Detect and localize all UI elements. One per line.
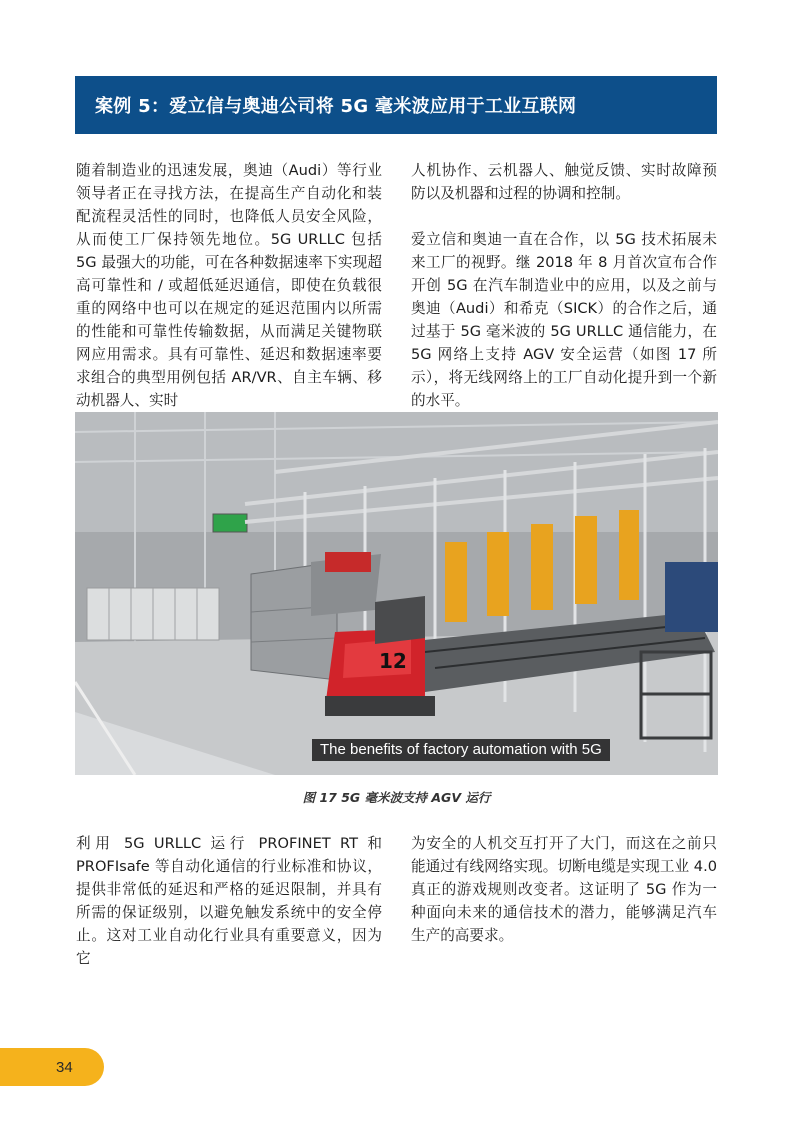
- paragraph: 随着制造业的迅速发展，奥迪（Audi）等行业领导者正在寻找方法，在提高生产自动化和装配流程灵活性的同时，也降低人员安全风险，从而使工厂保持领先地位。5G URLLC 包括 5G 最强大的功能，可在各种数据速率下实现超高可靠性和 / 或超低延迟通信，即使在负载很重的网络中也可以在规定的延迟范围内以所需的性能和可靠性传输数据，从而满足关键物联网应用需求。具有可靠性、延迟和数据速率要求组合的典型用例包括 AR/VR、自主车辆、移动机器人、实时: [76, 162, 382, 409]
- paragraph: 为安全的人机交互打开了大门，而这在之前只能通过有线网络实现。切断电缆是实现工业 4.0 真正的游戏规则改变者。这证明了 5G 作为一种面向未来的通信技术的潜力，能够满足汽车生产的高要求。: [411, 835, 717, 944]
- case-title-banner: [75, 76, 717, 134]
- paragraph: 利用 5G URLLC 运行 PROFINET RT 和 PROFIsafe 等自动化通信的行业标准和协议，提供非常低的延迟和严格的延迟限制，并具有所需的保证级别，以避免触发系统中的安全停止。这对工业自动化行业具有重要意义，因为它: [76, 835, 382, 967]
- case-title: 案例 5：爱立信与奥迪公司将 5G 毫米波应用于工业互联网: [95, 96, 577, 117]
- body-column-bottom-left: [76, 832, 382, 970]
- agv-number: 12: [379, 649, 407, 673]
- factory-scene-illustration: [75, 412, 718, 775]
- figure-caption: 图 17 5G 毫米波支持 AGV 运行: [302, 790, 491, 805]
- factory-agv-photo: [75, 412, 718, 775]
- video-subtitle: The benefits of factory automation with 5G: [312, 739, 610, 761]
- paragraph: 爱立信和奥迪一直在合作，以 5G 技术拓展未来工厂的视野。继 2018 年 8 月首次宣布合作开创 5G 在汽车制造业中的应用，以及之前与奥迪（Audi）和希克（SICK）的合作之后，通过基于 5G 毫米波的 5G URLLC 通信能力，在 5G 网络上支持 AGV 安全运营（如图 17 所示），将无线网络上的工厂自动化提升到一个新的水平。: [411, 231, 717, 409]
- body-column-top-left: [76, 159, 382, 412]
- body-column-top-right: [411, 159, 717, 412]
- body-column-bottom-right: [411, 832, 717, 947]
- page-number-tab: [0, 1048, 104, 1086]
- paragraph: 人机协作、云机器人、触觉反馈、实时故障预防以及机器和过程的协调和控制。: [411, 162, 717, 202]
- page-number: 34: [56, 1058, 73, 1076]
